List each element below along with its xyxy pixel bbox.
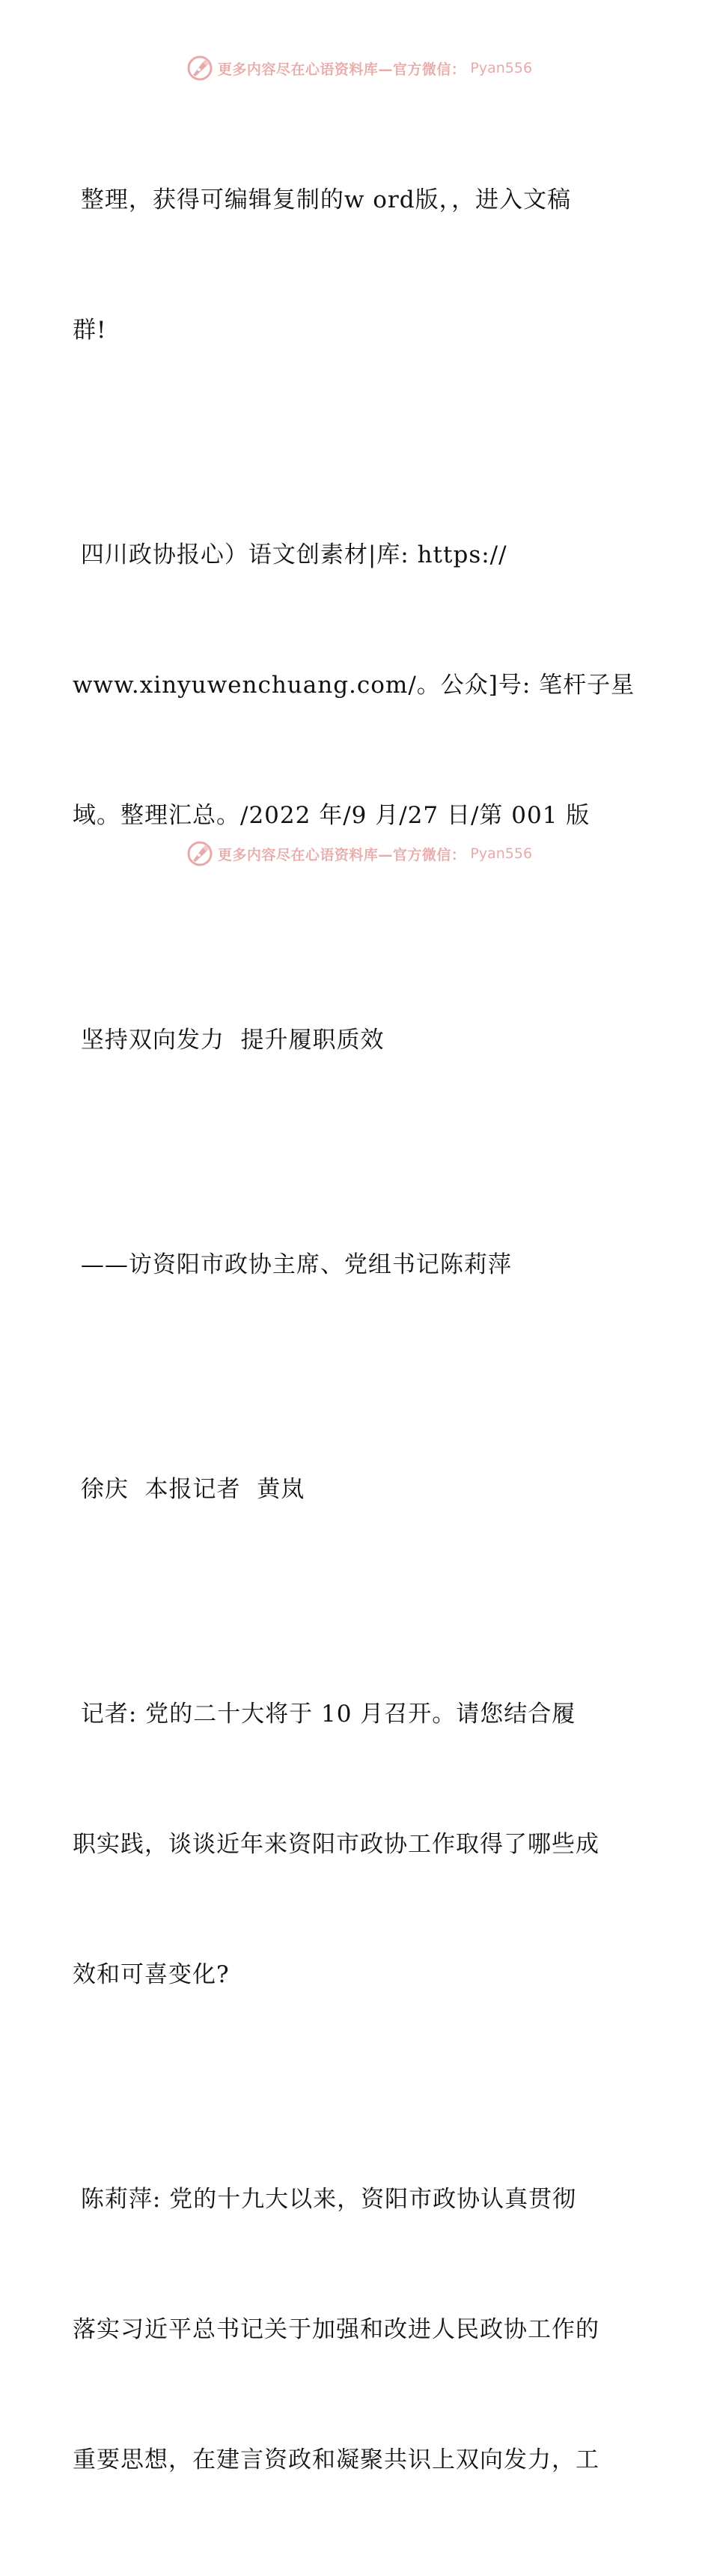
text-line: 四川政协报心）语文创素材|库: https:// <box>73 541 507 568</box>
text-line: 域。整理汇总。/2022 年/9 月/27 日/第 001 版 <box>73 802 591 829</box>
text-line: 整理，获得可编辑复制的w ord版，，进入文稿 <box>73 186 572 213</box>
article-byline <box>73 1381 641 1598</box>
header-banner-inner <box>186 55 532 82</box>
document-body <box>73 91 641 2576</box>
text-line: 记者: 党的二十大将于 10 月召开。请您结合履 <box>73 1701 576 1728</box>
text-line: 落实习近平总书记关于加强和改进人民政协工作的 <box>73 2316 599 2343</box>
text-line: 重要思想，在建言资政和凝聚共识上双向发力，工 <box>73 2446 599 2473</box>
footer-banner <box>0 837 711 870</box>
pen-nib-logo-icon <box>186 840 213 867</box>
text-line: 群! <box>73 317 107 344</box>
text-line: 职实践，谈谈近年来资阳市政协工作取得了哪些成 <box>73 1831 599 1858</box>
pen-nib-logo-icon <box>186 55 213 82</box>
footer-banner-contact: Pyan556 <box>470 845 533 862</box>
article-subtitle <box>73 1156 641 1373</box>
text-line: 效和可喜变化? <box>73 1961 230 1988</box>
text-line: 陈莉萍: 党的十九大以来，资阳市政协认真贯彻 <box>73 2186 577 2213</box>
article-title <box>73 932 641 1149</box>
header-banner-contact: Pyan556 <box>470 60 533 76</box>
text-line: ——访资阳市政协主席、党组书记陈莉萍 <box>73 1251 512 1278</box>
header-banner <box>0 52 711 85</box>
text-line: www.xinyuwenchuang.com/。公众]号: 笔杆子星 <box>73 672 635 699</box>
text-line: 坚持双向发力 提升履职质效 <box>73 1027 385 1054</box>
footer-banner-text: 更多内容尽在心语资料库—官方微信： <box>217 846 466 863</box>
footer-banner-inner <box>186 840 532 867</box>
paragraph-intro <box>73 91 641 439</box>
paragraph-answer <box>73 2091 641 2569</box>
text-line: 徐庆 本报记者 黄岚 <box>73 1476 305 1503</box>
paragraph-question <box>73 1606 641 2083</box>
header-banner-text: 更多内容尽在心语资料库—官方微信： <box>217 61 466 78</box>
